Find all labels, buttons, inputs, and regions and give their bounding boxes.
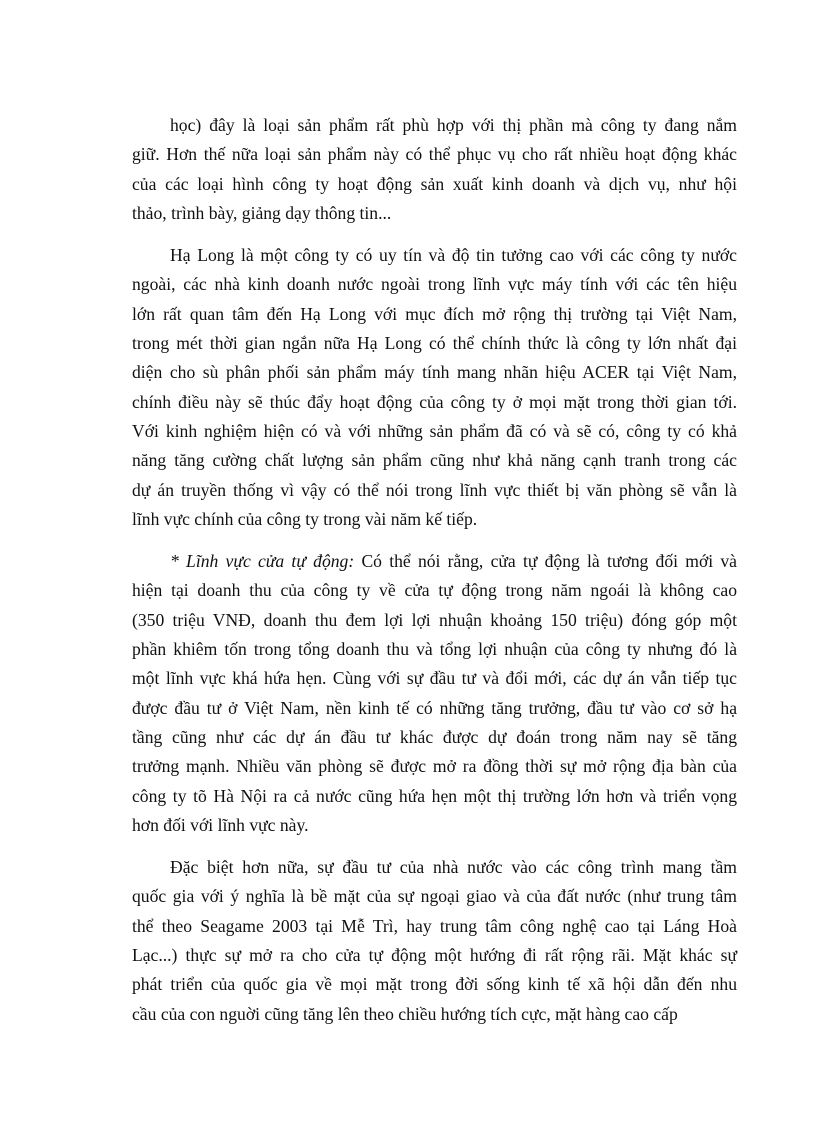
- text-line: giữ. Hơn thế nữa loại sản phẩm này có thể phục vụ cho rất nhiều hoạt động khác: [132, 144, 737, 165]
- text-line: trưởng mạnh. Nhiều văn phòng sẽ được mở ra đồng thời sự mở rộng địa bàn của: [132, 756, 737, 777]
- text-line: công ty tõ Hà Nội ra cả nước cũng hứa hẹn một thị trường lớn hơn và triển vọng: [132, 785, 737, 806]
- text-line: (350 triệu VNĐ, doanh thu đem lợi lợi nhuận khoảng 150 triệu) đóng góp một: [132, 609, 737, 630]
- paragraph-2: [132, 241, 737, 534]
- text-line: hiện tại doanh thu của công ty về cửa tự động trong năm ngoái là không cao: [132, 580, 737, 601]
- text-line: Đặc biệt hơn nữa, sự đầu tư của nhà nước vào các công trình mang tầm: [170, 857, 737, 878]
- text-segment: Có thể nói rằng, cửa tự động là tương đối mới và: [354, 551, 737, 572]
- text-line: thảo, trình bày, giảng dạy thông tin...: [132, 202, 392, 223]
- text-line: Hạ Long là một công ty có uy tín và độ tin tưởng cao với các công ty nước: [170, 245, 737, 266]
- text-line: trong mét thời gian ngắn nữa Hạ Long có thể chính thức là công ty lớn nhất đại: [132, 333, 737, 354]
- paragraph-3: [132, 547, 737, 840]
- text-line: ngoài, các nhà kinh doanh nước ngoài trong lĩnh vực máy tính với các tên hiệu: [132, 274, 737, 295]
- text-line: phần khiêm tốn trong tổng doanh thu và tổng lợi nhuận của công ty nhưng đó là: [132, 639, 737, 660]
- text-line: [132, 547, 737, 576]
- text-line: phát triển của quốc gia về mọi mặt trong đời sống kinh tế xã hội dẫn đến nhu: [132, 974, 737, 995]
- text-line: cầu của con nguời cũng tăng lên theo chiều hướng tích cực, mặt hàng cao cấp: [132, 1003, 678, 1024]
- text-line: diện cho sù phân phối sản phẩm máy tính mang nhãn hiệu ACER tại Việt Nam,: [132, 362, 737, 383]
- text-line: được đầu tư ở Việt Nam, nền kinh tế có những tăng trưởng, đầu tư vào cơ sở hạ: [132, 697, 737, 718]
- paragraph-4: [132, 853, 737, 1029]
- text-line: thể theo Seagame 2003 tại Mễ Trì, hay trung tâm công nghệ cao tại Láng Hoà: [132, 915, 737, 936]
- paragraph-1: [132, 111, 737, 228]
- text-line: tầng cũng như các dự án đầu tư khác được dự đoán trong năm nay sẽ tăng: [132, 726, 737, 747]
- text-line: dự án truyền thống vì vậy có thể nói trong lĩnh vực thiết bị văn phòng sẽ vẫn là: [132, 479, 737, 500]
- text-line: Với kinh nghiệm hiện có và với những sản phẩm đã có và sẽ có, công ty có khả: [132, 420, 737, 441]
- text-line: Lạc...) thực sự mở ra cho cửa tự động một hướng đi rất rộng rãi. Mặt khác sự: [132, 945, 737, 966]
- text-line: lĩnh vực chính của công ty trong vài năm kế tiếp.: [132, 508, 478, 529]
- text-line: năng tăng cường chất lượng sản phẩm cũng như khả năng cạnh tranh trong các: [132, 450, 737, 471]
- text-line: lớn rất quan tâm đến Hạ Long với mục đích mở rộng thị trường tại Việt Nam,: [132, 303, 737, 324]
- section-heading: * Lĩnh vực cửa tự động:: [170, 551, 355, 572]
- text-line: hơn đối với lĩnh vực này.: [132, 814, 309, 835]
- text-line: quốc gia với ý nghĩa là bề mặt của sự ngoại giao và của đất nước (như trung tâm: [132, 886, 737, 907]
- document-page: [132, 111, 737, 1029]
- text-line: một lĩnh vực khá hứa hẹn. Cùng với sự đầu tư và đổi mới, các dự án vẫn tiếp tục: [132, 668, 737, 689]
- text-line: của các loại hình công ty hoạt động sản xuất kinh doanh và dịch vụ, như hội: [132, 173, 737, 194]
- text-line: chính điều này sẽ thúc đẩy hoạt động của công ty ở mọi mặt trong thời gian tới.: [132, 391, 737, 412]
- text-line: học) đây là loại sản phẩm rất phù hợp với thị phần mà công ty đang nắm: [170, 115, 737, 135]
